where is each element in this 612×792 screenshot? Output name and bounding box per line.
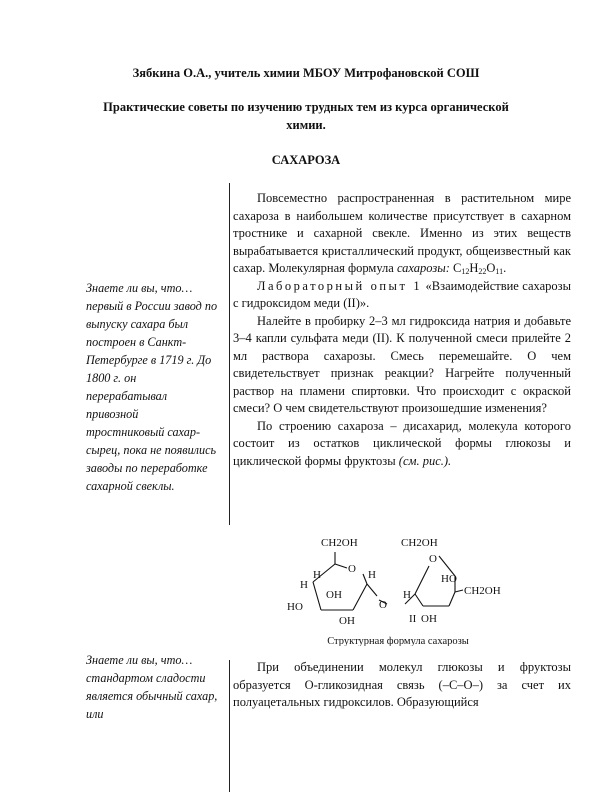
glycosidic-oxygen: O bbox=[379, 599, 387, 611]
sidebar-note-2: Знаете ли вы, что… стандартом сладости является обычный сахар, или bbox=[86, 653, 218, 721]
glucose-h-label: H bbox=[313, 569, 321, 581]
glucose-ring bbox=[313, 552, 387, 610]
glucose-h-label-3: H bbox=[368, 569, 376, 581]
glucose-h-label-2: H bbox=[300, 579, 308, 591]
glucose-ho-label: HO bbox=[287, 601, 303, 613]
fructose-ho-label: HO bbox=[441, 573, 457, 585]
paragraph-1: Повсеместно распространенная в растительном мире сахароза в наибольшем количестве присутствует в сахарном тростнике и сахарной свекле. Именно из этих веществ вырабатывается кристаллический продукт, общеизвестный как сахар. Молекулярная формула сахарозы: $C_{12}H_{22}O_{11}$. bbox=[233, 191, 571, 276]
fructose-ii-label: II bbox=[409, 613, 417, 625]
topic-heading: САХАРОЗА bbox=[271, 153, 341, 167]
glucose-ring-oxygen: O bbox=[348, 563, 356, 575]
main-text-top bbox=[233, 190, 571, 470]
title-line-1: Практические советы по изучению трудных тем из курса органической bbox=[103, 100, 509, 114]
fructose-oh-label: OH bbox=[421, 613, 437, 625]
glucose-ch2oh-label: CH2OH bbox=[321, 537, 358, 549]
fructose-h-label: H bbox=[403, 589, 411, 601]
column-divider-bottom bbox=[229, 660, 230, 792]
molecular-formula: $C_{12}H_{22}O_{11}$. bbox=[453, 261, 507, 276]
fructose-ch2oh-right-label: CH2OH bbox=[464, 585, 501, 597]
sucrose-structure-figure bbox=[283, 528, 513, 646]
fructose-ch2oh-label: CH2OH bbox=[401, 537, 438, 549]
paragraph-5: При объединении молекул глюкозы и фруктозы образуется О-гликозидная связь (–С–О–) за счет их полуацетальных гидроксилов. Образующийся bbox=[233, 660, 571, 709]
fructose-ring-oxygen: O bbox=[429, 553, 437, 565]
sidebar-note-1: Знаете ли вы, что… первый в России завод по выпуску сахара был построен в Санкт-Петербурге в 1719 г. До 1800 г. он перерабатывал привозной тростниковый сахар-сырец, пока не появились заводы по переработке сахарной свеклы. bbox=[86, 281, 218, 493]
glucose-oh-label-2: OH bbox=[339, 615, 355, 627]
paragraph-4: По строению сахароза – дисахарид, молекула которого состоит из остатков циклической формы глюкозы и циклической формы фруктозы (см. рис.). bbox=[233, 418, 571, 468]
figure-caption: Структурная формула сахарозы bbox=[327, 636, 469, 646]
column-divider-top bbox=[229, 183, 230, 525]
glucose-oh-label: OH bbox=[326, 589, 342, 601]
paragraph-3: Налейте в пробирку 2–3 мл гидроксида натрия и добавьте 3–4 капли сульфата меди (II). К полученной смеси прилейте 2 мл раствора сахарозы. Смесь перемешайте. О чем свидетельствует признак реакции? Нагрейте полученный раствор на пламени спиртовки. Что происходит с окраской смеси? О чем свидетельствуют произошедшие изменения? bbox=[233, 313, 571, 415]
title-line-2: химии. bbox=[286, 118, 326, 132]
author-line: Зябкина О.А., учитель химии МБОУ Митрофановской СОШ bbox=[132, 66, 480, 80]
lab-experiment: Лабораторный опыт 1 «Взаимодействие сахарозы с гидроксидом меди (II)». bbox=[233, 278, 572, 310]
main-text-bottom bbox=[233, 659, 571, 712]
